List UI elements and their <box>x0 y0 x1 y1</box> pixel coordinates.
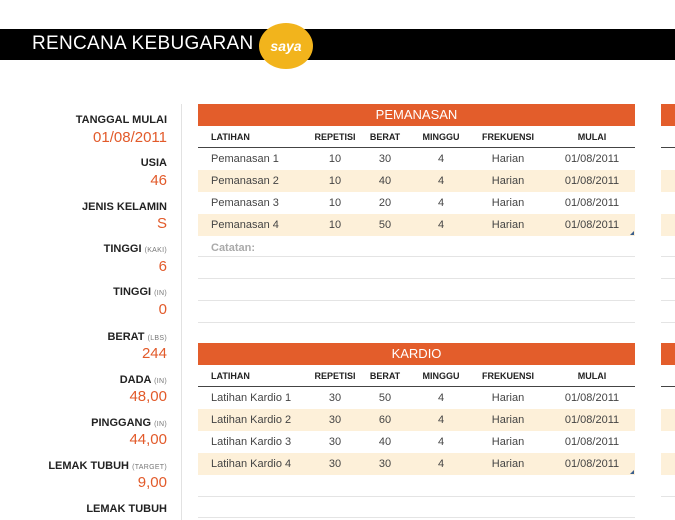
vertical-divider <box>181 104 182 520</box>
notes-line[interactable] <box>198 322 635 323</box>
unit-label: (IN) <box>154 290 167 297</box>
stat-value-waist[interactable]: 44,00 <box>129 431 167 448</box>
unit-label: (TARGET) <box>132 464 167 471</box>
notes-line-stub <box>661 300 675 301</box>
stat-label-chest: DADA (IN) <box>119 374 167 386</box>
cell-latihan: Latihan Kardio 2 <box>211 414 292 426</box>
stat-label-age: USIA <box>140 157 167 169</box>
stat-value-start-date[interactable]: 01/08/2011 <box>93 129 167 146</box>
section-header-kardio: KARDIO <box>198 343 635 365</box>
unit-label: (IN) <box>154 378 167 385</box>
cell-latihan: Pemanasan 4 <box>211 219 279 231</box>
stat-label-gender: JENIS KELAMIN <box>82 201 167 213</box>
table-row[interactable]: Pemanasan 1 10 30 4 Harian 01/08/2011 <box>211 153 620 165</box>
notes-line-stub <box>661 278 675 279</box>
cell-latihan: Latihan Kardio 1 <box>211 392 292 404</box>
table-row[interactable]: Latihan Kardio 4 30 30 4 Harian 01/08/2011 <box>198 453 635 475</box>
notes-line-stub <box>661 256 675 257</box>
table-row[interactable]: Latihan Kardio 1 30 50 4 Harian 01/08/2011 <box>211 392 620 404</box>
table-row[interactable]: Latihan Kardio 2 30 60 4 Harian 01/08/2011 <box>198 409 635 431</box>
page-title: RENCANA KEBUGARAN <box>32 33 254 54</box>
cell-latihan: Pemanasan 3 <box>211 197 279 209</box>
col-header-latihan: LATIHAN <box>211 132 250 142</box>
notes-line[interactable] <box>198 278 635 279</box>
table-resize-handle-icon[interactable] <box>630 470 634 474</box>
row-stub <box>661 453 675 475</box>
unit-label: (KAKI) <box>144 247 167 254</box>
header-rule-stub <box>661 147 675 148</box>
notes-line[interactable] <box>198 256 635 257</box>
col-header-latihan: LATIHAN <box>211 371 250 381</box>
section-header-pemanasan: PEMANASAN <box>198 104 635 126</box>
notes-line-stub <box>661 322 675 323</box>
stat-label-body-fat-target: LEMAK TUBUH (TARGET) <box>48 460 167 472</box>
cell-latihan: Pemanasan 2 <box>211 175 279 187</box>
table-resize-handle-icon[interactable] <box>630 231 634 235</box>
notes-line[interactable] <box>198 300 635 301</box>
cell-latihan: Latihan Kardio 4 <box>211 458 292 470</box>
stat-value-body-fat-target[interactable]: 9,00 <box>137 474 167 491</box>
table-row[interactable]: Pemanasan 4 10 50 4 Harian 01/08/2011 <box>198 214 635 236</box>
row-stub <box>661 170 675 192</box>
table-row[interactable]: Pemanasan 2 10 40 4 Harian 01/08/2011 <box>198 170 635 192</box>
cell-latihan: Pemanasan 1 <box>211 153 279 165</box>
cell-latihan: Latihan Kardio 3 <box>211 436 292 448</box>
notes-line[interactable] <box>198 496 635 497</box>
stat-label-weight: BERAT (LBS) <box>107 331 167 343</box>
table-row[interactable]: Pemanasan 3 10 20 4 Harian 01/08/2011 <box>211 197 620 209</box>
stat-label-height-ft: TINGGI (KAKI) <box>103 243 167 255</box>
header-rule-stub <box>661 386 675 387</box>
saya-badge: saya <box>259 23 313 69</box>
notes-line[interactable] <box>198 517 635 518</box>
unit-label: (LBS) <box>147 335 167 342</box>
stat-value-height-in[interactable]: 0 <box>158 301 167 318</box>
notes-label: Catatan: <box>211 242 256 254</box>
section-header-stub <box>661 104 675 126</box>
section-header-stub <box>661 343 675 365</box>
unit-label: (IN) <box>154 421 167 428</box>
stat-label-waist: PINGGANG (IN) <box>91 417 167 429</box>
stat-value-height-ft[interactable]: 6 <box>158 258 167 275</box>
stat-value-weight[interactable]: 244 <box>141 345 167 362</box>
stat-value-chest[interactable]: 48,00 <box>129 388 167 405</box>
row-stub <box>661 214 675 236</box>
stat-label-body-fat: LEMAK TUBUH <box>86 503 167 515</box>
table-row[interactable]: Latihan Kardio 3 30 40 4 Harian 01/08/2011 <box>211 436 620 448</box>
stat-label-height-in: TINGGI (IN) <box>113 286 167 298</box>
stat-value-age[interactable]: 46 <box>150 172 167 189</box>
stat-value-gender[interactable]: S <box>156 215 167 232</box>
stat-label-start-date: TANGGAL MULAI <box>75 114 167 126</box>
notes-line-stub <box>661 496 675 497</box>
row-stub <box>661 409 675 431</box>
